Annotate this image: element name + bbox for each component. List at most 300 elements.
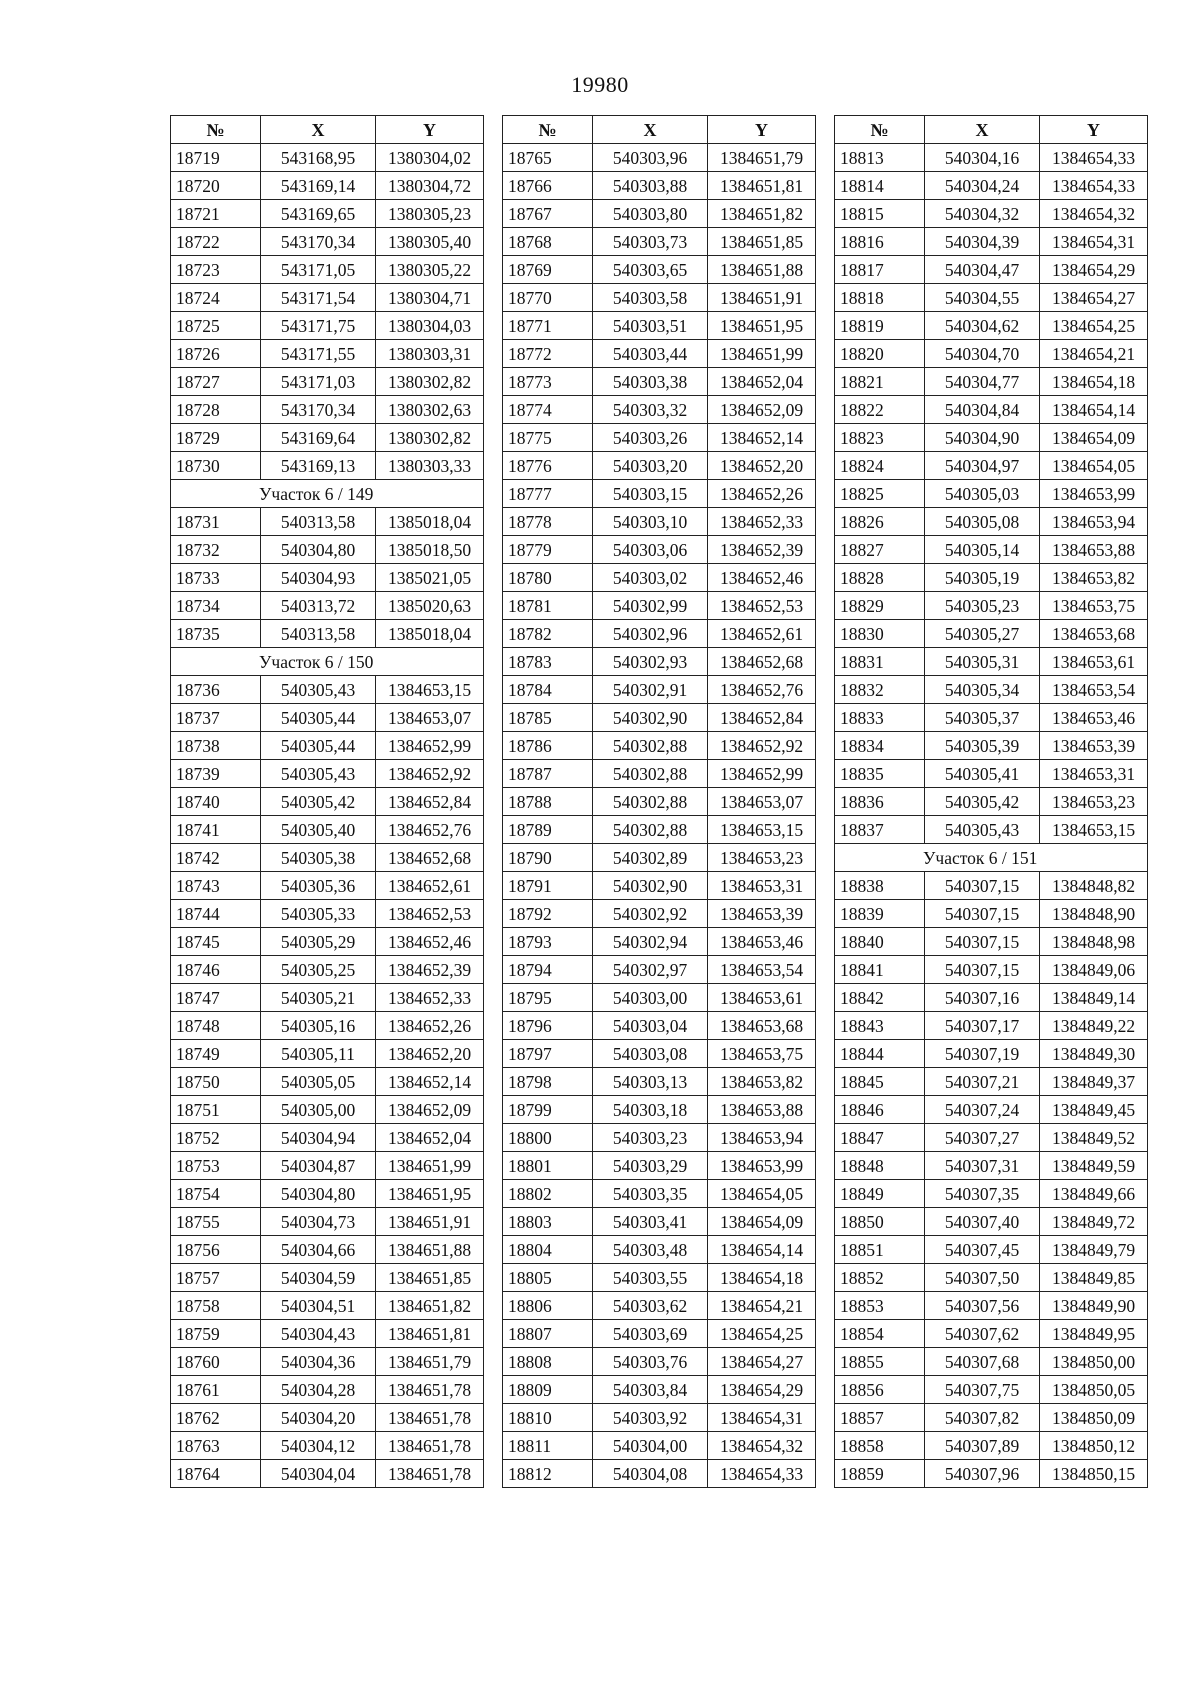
y-coordinate-cell: 1384850,12: [1040, 1432, 1148, 1460]
point-number-cell: 18780: [503, 564, 593, 592]
point-number-cell: 18784: [503, 676, 593, 704]
table-header-row: [503, 116, 816, 144]
y-coordinate-cell: 1384652,84: [708, 704, 816, 732]
point-number-cell: 18749: [171, 1040, 261, 1068]
header-number: №: [835, 116, 925, 144]
y-coordinate-cell: 1384654,33: [1040, 144, 1148, 172]
y-coordinate-cell: 1384849,45: [1040, 1096, 1148, 1124]
table-row: [835, 1348, 1148, 1376]
y-coordinate-cell: 1384652,92: [376, 760, 484, 788]
x-coordinate-cell: 543169,64: [261, 424, 376, 452]
point-number-cell: 18806: [503, 1292, 593, 1320]
x-coordinate-cell: 540307,75: [925, 1376, 1040, 1404]
table-row: [835, 228, 1148, 256]
y-coordinate-cell: 1380303,33: [376, 452, 484, 480]
x-coordinate-cell: 540307,89: [925, 1432, 1040, 1460]
point-number-cell: 18801: [503, 1152, 593, 1180]
y-coordinate-cell: 1384849,79: [1040, 1236, 1148, 1264]
y-coordinate-cell: 1384653,15: [708, 816, 816, 844]
point-number-cell: 18807: [503, 1320, 593, 1348]
x-coordinate-cell: 540303,76: [593, 1348, 708, 1376]
x-coordinate-cell: 540305,21: [261, 984, 376, 1012]
point-number-cell: 18834: [835, 732, 925, 760]
y-coordinate-cell: 1384653,54: [1040, 676, 1148, 704]
table-row: [171, 1432, 484, 1460]
y-coordinate-cell: 1384654,09: [708, 1208, 816, 1236]
table-row: [835, 1264, 1148, 1292]
x-coordinate-cell: 540305,05: [261, 1068, 376, 1096]
x-coordinate-cell: 540305,31: [925, 648, 1040, 676]
y-coordinate-cell: 1384849,14: [1040, 984, 1148, 1012]
header-x: X: [261, 116, 376, 144]
table-row: [835, 340, 1148, 368]
y-coordinate-cell: 1380302,63: [376, 396, 484, 424]
y-coordinate-cell: 1384651,79: [376, 1348, 484, 1376]
x-coordinate-cell: 540302,88: [593, 760, 708, 788]
y-coordinate-cell: 1384653,31: [1040, 760, 1148, 788]
y-coordinate-cell: 1384654,27: [708, 1348, 816, 1376]
point-number-cell: 18820: [835, 340, 925, 368]
table-row: [503, 676, 816, 704]
point-number-cell: 18826: [835, 508, 925, 536]
x-coordinate-cell: 540307,96: [925, 1460, 1040, 1488]
x-coordinate-cell: 540304,00: [593, 1432, 708, 1460]
point-number-cell: 18766: [503, 172, 593, 200]
x-coordinate-cell: 540303,10: [593, 508, 708, 536]
point-number-cell: 18793: [503, 928, 593, 956]
table-row: [171, 1096, 484, 1124]
table-row: [835, 256, 1148, 284]
y-coordinate-cell: 1384849,52: [1040, 1124, 1148, 1152]
point-number-cell: 18815: [835, 200, 925, 228]
table-row: [835, 1152, 1148, 1180]
point-number-cell: 18777: [503, 480, 593, 508]
table-row: [171, 1292, 484, 1320]
x-coordinate-cell: 540307,16: [925, 984, 1040, 1012]
x-coordinate-cell: 540307,15: [925, 872, 1040, 900]
y-coordinate-cell: 1384652,26: [708, 480, 816, 508]
y-coordinate-cell: 1384849,95: [1040, 1320, 1148, 1348]
x-coordinate-cell: 540313,72: [261, 592, 376, 620]
y-coordinate-cell: 1385018,50: [376, 536, 484, 564]
x-coordinate-cell: 540303,02: [593, 564, 708, 592]
y-coordinate-cell: 1384652,61: [708, 620, 816, 648]
table-row: [171, 536, 484, 564]
table-row: [835, 1040, 1148, 1068]
point-number-cell: 18743: [171, 872, 261, 900]
y-coordinate-cell: 1384652,14: [376, 1068, 484, 1096]
x-coordinate-cell: 540305,03: [925, 480, 1040, 508]
table-row: [171, 844, 484, 872]
x-coordinate-cell: 540305,41: [925, 760, 1040, 788]
y-coordinate-cell: 1384651,78: [376, 1376, 484, 1404]
point-number-cell: 18802: [503, 1180, 593, 1208]
x-coordinate-cell: 540304,93: [261, 564, 376, 592]
point-number-cell: 18773: [503, 368, 593, 396]
point-number-cell: 18742: [171, 844, 261, 872]
table-row: [503, 1208, 816, 1236]
point-number-cell: 18755: [171, 1208, 261, 1236]
x-coordinate-cell: 540305,14: [925, 536, 1040, 564]
point-number-cell: 18848: [835, 1152, 925, 1180]
point-number-cell: 18741: [171, 816, 261, 844]
y-coordinate-cell: 1384654,14: [708, 1236, 816, 1264]
y-coordinate-cell: 1384850,00: [1040, 1348, 1148, 1376]
table-row: [503, 480, 816, 508]
y-coordinate-cell: 1384849,59: [1040, 1152, 1148, 1180]
y-coordinate-cell: 1384651,88: [376, 1236, 484, 1264]
table-row: [835, 1012, 1148, 1040]
x-coordinate-cell: 540303,65: [593, 256, 708, 284]
point-number-cell: 18751: [171, 1096, 261, 1124]
table-row: [835, 452, 1148, 480]
point-number-cell: 18737: [171, 704, 261, 732]
point-number-cell: 18739: [171, 760, 261, 788]
y-coordinate-cell: 1384653,46: [1040, 704, 1148, 732]
x-coordinate-cell: 540305,29: [261, 928, 376, 956]
y-coordinate-cell: 1385018,04: [376, 620, 484, 648]
y-coordinate-cell: 1384651,81: [708, 172, 816, 200]
x-coordinate-cell: 540304,84: [925, 396, 1040, 424]
table-row: [835, 648, 1148, 676]
point-number-cell: 18837: [835, 816, 925, 844]
x-coordinate-cell: 540304,43: [261, 1320, 376, 1348]
x-coordinate-cell: 540303,15: [593, 480, 708, 508]
x-coordinate-cell: 540303,00: [593, 984, 708, 1012]
y-coordinate-cell: 1380304,71: [376, 284, 484, 312]
y-coordinate-cell: 1384653,75: [708, 1040, 816, 1068]
point-number-cell: 18761: [171, 1376, 261, 1404]
y-coordinate-cell: 1380304,02: [376, 144, 484, 172]
table-row: [503, 1236, 816, 1264]
x-coordinate-cell: 540304,97: [925, 452, 1040, 480]
point-number-cell: 18724: [171, 284, 261, 312]
point-number-cell: 18814: [835, 172, 925, 200]
table-row: [835, 536, 1148, 564]
x-coordinate-cell: 540307,19: [925, 1040, 1040, 1068]
y-coordinate-cell: 1384652,99: [376, 732, 484, 760]
y-coordinate-cell: 1384651,99: [376, 1152, 484, 1180]
x-coordinate-cell: 540304,28: [261, 1376, 376, 1404]
point-number-cell: 18816: [835, 228, 925, 256]
x-coordinate-cell: 540305,37: [925, 704, 1040, 732]
y-coordinate-cell: 1384652,76: [376, 816, 484, 844]
x-coordinate-cell: 540307,27: [925, 1124, 1040, 1152]
point-number-cell: 18729: [171, 424, 261, 452]
x-coordinate-cell: 540304,55: [925, 284, 1040, 312]
point-number-cell: 18794: [503, 956, 593, 984]
table-row: [835, 508, 1148, 536]
x-coordinate-cell: 540303,96: [593, 144, 708, 172]
y-coordinate-cell: 1384651,91: [376, 1208, 484, 1236]
x-coordinate-cell: 540303,55: [593, 1264, 708, 1292]
table-row: [835, 1432, 1148, 1460]
table-row: [835, 144, 1148, 172]
x-coordinate-cell: 540305,44: [261, 704, 376, 732]
point-number-cell: 18805: [503, 1264, 593, 1292]
x-coordinate-cell: 540304,94: [261, 1124, 376, 1152]
y-coordinate-cell: 1380304,72: [376, 172, 484, 200]
point-number-cell: 18821: [835, 368, 925, 396]
x-coordinate-cell: 540304,04: [261, 1460, 376, 1488]
table-row: [503, 592, 816, 620]
x-coordinate-cell: 540305,42: [925, 788, 1040, 816]
header-y: Y: [1040, 116, 1148, 144]
y-coordinate-cell: 1384653,31: [708, 872, 816, 900]
point-number-cell: 18785: [503, 704, 593, 732]
table-row: [503, 312, 816, 340]
y-coordinate-cell: 1384652,99: [708, 760, 816, 788]
table-row: [835, 816, 1148, 844]
y-coordinate-cell: 1384652,20: [376, 1040, 484, 1068]
y-coordinate-cell: 1384653,46: [708, 928, 816, 956]
x-coordinate-cell: 540304,66: [261, 1236, 376, 1264]
y-coordinate-cell: 1384652,92: [708, 732, 816, 760]
table-row: [835, 928, 1148, 956]
y-coordinate-cell: 1384651,85: [708, 228, 816, 256]
point-number-cell: 18844: [835, 1040, 925, 1068]
point-number-cell: 18728: [171, 396, 261, 424]
table-row: [835, 676, 1148, 704]
point-number-cell: 18841: [835, 956, 925, 984]
table-row: [503, 424, 816, 452]
table-row: [171, 592, 484, 620]
y-coordinate-cell: 1380305,23: [376, 200, 484, 228]
page-number: 19980: [571, 72, 629, 97]
table-row: [171, 424, 484, 452]
point-number-cell: 18846: [835, 1096, 925, 1124]
x-coordinate-cell: 540303,35: [593, 1180, 708, 1208]
y-coordinate-cell: 1384848,82: [1040, 872, 1148, 900]
table-header-row: [171, 116, 484, 144]
y-coordinate-cell: 1384848,98: [1040, 928, 1148, 956]
table-row: [835, 368, 1148, 396]
y-coordinate-cell: 1384653,07: [708, 788, 816, 816]
table-row: [835, 1124, 1148, 1152]
x-coordinate-cell: 540302,90: [593, 872, 708, 900]
point-number-cell: 18791: [503, 872, 593, 900]
table-row: [171, 564, 484, 592]
y-coordinate-cell: 1384654,27: [1040, 284, 1148, 312]
x-coordinate-cell: 540307,17: [925, 1012, 1040, 1040]
point-number-cell: 18753: [171, 1152, 261, 1180]
table-row: [503, 760, 816, 788]
x-coordinate-cell: 543171,03: [261, 368, 376, 396]
table-row: [503, 396, 816, 424]
point-number-cell: 18771: [503, 312, 593, 340]
point-number-cell: 18763: [171, 1432, 261, 1460]
point-number-cell: 18833: [835, 704, 925, 732]
table-row: [503, 1152, 816, 1180]
table-row: [503, 172, 816, 200]
table-row: [171, 1180, 484, 1208]
y-coordinate-cell: 1384652,76: [708, 676, 816, 704]
y-coordinate-cell: 1384652,68: [376, 844, 484, 872]
y-coordinate-cell: 1384652,84: [376, 788, 484, 816]
point-number-cell: 18799: [503, 1096, 593, 1124]
section-title: Участок 6 / 149: [171, 480, 484, 508]
y-coordinate-cell: 1384652,20: [708, 452, 816, 480]
y-coordinate-cell: 1384653,82: [1040, 564, 1148, 592]
y-coordinate-cell: 1384652,39: [376, 956, 484, 984]
point-number-cell: 18747: [171, 984, 261, 1012]
table-row: [503, 340, 816, 368]
x-coordinate-cell: 540305,42: [261, 788, 376, 816]
y-coordinate-cell: 1380302,82: [376, 424, 484, 452]
x-coordinate-cell: 540307,31: [925, 1152, 1040, 1180]
y-coordinate-cell: 1384654,25: [1040, 312, 1148, 340]
point-number-cell: 18855: [835, 1348, 925, 1376]
y-coordinate-cell: 1384651,82: [708, 200, 816, 228]
table-row: [171, 956, 484, 984]
point-number-cell: 18818: [835, 284, 925, 312]
table-row: [171, 1040, 484, 1068]
table-row: [503, 956, 816, 984]
y-coordinate-cell: 1384651,95: [708, 312, 816, 340]
table-row: [835, 1404, 1148, 1432]
y-coordinate-cell: 1384652,68: [708, 648, 816, 676]
table-row: [171, 872, 484, 900]
x-coordinate-cell: 543169,65: [261, 200, 376, 228]
y-coordinate-cell: 1384651,78: [376, 1432, 484, 1460]
table-row: [503, 508, 816, 536]
point-number-cell: 18804: [503, 1236, 593, 1264]
point-number-cell: 18768: [503, 228, 593, 256]
x-coordinate-cell: 540302,92: [593, 900, 708, 928]
coordinates-table-right: [834, 115, 1148, 1488]
point-number-cell: 18822: [835, 396, 925, 424]
y-coordinate-cell: 1384651,79: [708, 144, 816, 172]
y-coordinate-cell: 1384653,15: [1040, 816, 1148, 844]
table-row: [503, 984, 816, 1012]
x-coordinate-cell: 540307,45: [925, 1236, 1040, 1264]
table-row: [835, 620, 1148, 648]
x-coordinate-cell: 540302,99: [593, 592, 708, 620]
table-row: [171, 172, 484, 200]
x-coordinate-cell: 540302,96: [593, 620, 708, 648]
y-coordinate-cell: 1384653,82: [708, 1068, 816, 1096]
y-coordinate-cell: 1384654,32: [1040, 200, 1148, 228]
table-row: [171, 1012, 484, 1040]
x-coordinate-cell: 540304,12: [261, 1432, 376, 1460]
x-coordinate-cell: 540307,15: [925, 956, 1040, 984]
y-coordinate-cell: 1384654,29: [708, 1376, 816, 1404]
point-number-cell: 18798: [503, 1068, 593, 1096]
x-coordinate-cell: 540303,29: [593, 1152, 708, 1180]
y-coordinate-cell: 1384653,94: [708, 1124, 816, 1152]
point-number-cell: 18722: [171, 228, 261, 256]
table-row: [171, 1348, 484, 1376]
y-coordinate-cell: 1384652,33: [376, 984, 484, 1012]
x-coordinate-cell: 540305,19: [925, 564, 1040, 592]
y-coordinate-cell: 1384849,90: [1040, 1292, 1148, 1320]
table-row: [503, 228, 816, 256]
x-coordinate-cell: 540307,21: [925, 1068, 1040, 1096]
section-title: Участок 6 / 151: [835, 844, 1148, 872]
table-row: [835, 1292, 1148, 1320]
point-number-cell: 18776: [503, 452, 593, 480]
table-row: [835, 1320, 1148, 1348]
y-coordinate-cell: 1384654,25: [708, 1320, 816, 1348]
table-row: [503, 256, 816, 284]
table-row: [835, 1180, 1148, 1208]
x-coordinate-cell: 540303,32: [593, 396, 708, 424]
table-row: [835, 172, 1148, 200]
table-row: [503, 1264, 816, 1292]
table-row: [503, 200, 816, 228]
point-number-cell: 18843: [835, 1012, 925, 1040]
point-number-cell: 18811: [503, 1432, 593, 1460]
x-coordinate-cell: 540302,89: [593, 844, 708, 872]
point-number-cell: 18795: [503, 984, 593, 1012]
x-coordinate-cell: 540313,58: [261, 508, 376, 536]
table-row: [503, 648, 816, 676]
point-number-cell: 18836: [835, 788, 925, 816]
x-coordinate-cell: 540305,16: [261, 1012, 376, 1040]
point-number-cell: 18757: [171, 1264, 261, 1292]
table-row: [835, 284, 1148, 312]
x-coordinate-cell: 540305,11: [261, 1040, 376, 1068]
y-coordinate-cell: 1384651,85: [376, 1264, 484, 1292]
table-row: [171, 900, 484, 928]
table-row: [503, 844, 816, 872]
x-coordinate-cell: 540305,33: [261, 900, 376, 928]
table-row: [171, 508, 484, 536]
point-number-cell: 18857: [835, 1404, 925, 1432]
x-coordinate-cell: 540304,32: [925, 200, 1040, 228]
x-coordinate-cell: 540305,40: [261, 816, 376, 844]
y-coordinate-cell: 1384654,05: [708, 1180, 816, 1208]
y-coordinate-cell: 1384654,21: [708, 1292, 816, 1320]
y-coordinate-cell: 1384652,33: [708, 508, 816, 536]
y-coordinate-cell: 1384652,09: [376, 1096, 484, 1124]
y-coordinate-cell: 1384654,09: [1040, 424, 1148, 452]
x-coordinate-cell: 540305,44: [261, 732, 376, 760]
table-row: [835, 900, 1148, 928]
table-row: [835, 480, 1148, 508]
point-number-cell: 18740: [171, 788, 261, 816]
table-row: [171, 1068, 484, 1096]
point-number-cell: 18823: [835, 424, 925, 452]
x-coordinate-cell: 540305,34: [925, 676, 1040, 704]
y-coordinate-cell: 1384654,05: [1040, 452, 1148, 480]
x-coordinate-cell: 540304,77: [925, 368, 1040, 396]
table-row: [171, 1124, 484, 1152]
table-row: [503, 928, 816, 956]
x-coordinate-cell: 540305,43: [261, 676, 376, 704]
table-row: [835, 1068, 1148, 1096]
point-number-cell: 18858: [835, 1432, 925, 1460]
point-number-cell: 18764: [171, 1460, 261, 1488]
x-coordinate-cell: 540304,80: [261, 536, 376, 564]
x-coordinate-cell: 540305,08: [925, 508, 1040, 536]
table-row: [171, 816, 484, 844]
table-row: [171, 1320, 484, 1348]
point-number-cell: 18838: [835, 872, 925, 900]
y-coordinate-cell: 1384651,88: [708, 256, 816, 284]
table-row: [171, 788, 484, 816]
table-row: [171, 1376, 484, 1404]
point-number-cell: 18824: [835, 452, 925, 480]
table-row: [171, 340, 484, 368]
point-number-cell: 18765: [503, 144, 593, 172]
table-row: [171, 676, 484, 704]
y-coordinate-cell: 1384652,09: [708, 396, 816, 424]
table-row: [503, 284, 816, 312]
point-number-cell: 18852: [835, 1264, 925, 1292]
point-number-cell: 18813: [835, 144, 925, 172]
header-number: №: [503, 116, 593, 144]
